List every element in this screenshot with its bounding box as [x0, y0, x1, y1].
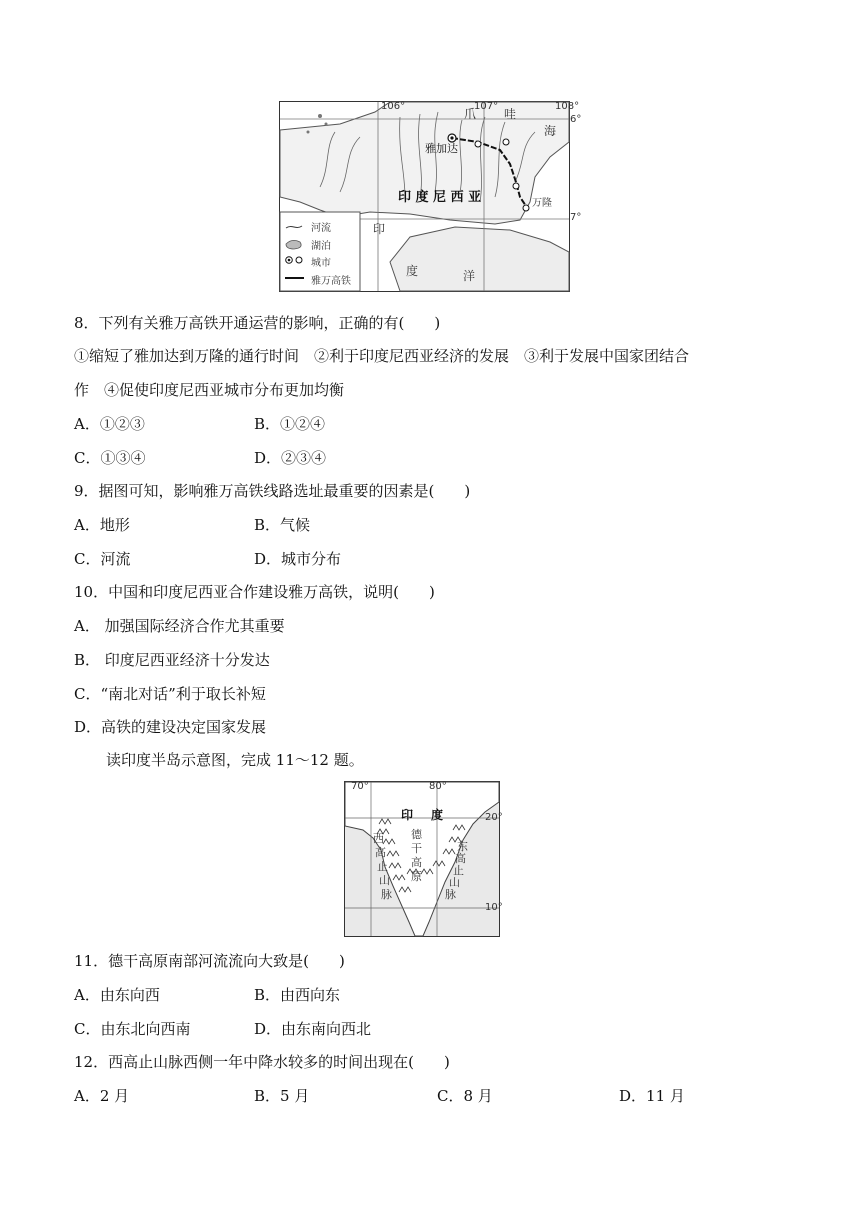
- java-railway-map: [279, 101, 582, 292]
- deccan-label: 干: [411, 842, 422, 855]
- city-icon: [513, 183, 519, 189]
- india-label: 印: [401, 808, 414, 822]
- q12-option-c[interactable]: C．8 月: [437, 1087, 493, 1105]
- western-ghats-label: 山: [379, 874, 390, 887]
- lake-icon: [286, 240, 301, 249]
- lon-label: 70°: [351, 781, 369, 792]
- q8-stem: 8．下列有关雅万高铁开通运营的影响，正确的有( ): [74, 314, 441, 332]
- deccan-label: 原: [411, 870, 422, 883]
- q12-stem: 12．西高止山脉西侧一年中降水较多的时间出现在( ): [74, 1053, 450, 1071]
- legend-label: 湖泊: [311, 241, 331, 252]
- ocean-label: 度: [406, 264, 419, 278]
- lat-label: 6°: [570, 114, 582, 125]
- western-ghats-label: 止: [377, 860, 388, 873]
- q12-option-d[interactable]: D．11 月: [619, 1087, 685, 1105]
- bandung-city-icon: [523, 205, 529, 211]
- q11-option-c[interactable]: C．由东北向西南: [74, 1020, 191, 1038]
- q8-statements: ①缩短了雅加达到万隆的通行时间 ②利于印度尼西亚经济的发展 ③利于发展中国家团结合: [74, 347, 690, 365]
- sea-label: 海: [544, 124, 557, 138]
- q8-option-a[interactable]: A．①②③: [74, 415, 145, 433]
- eastern-ghats-label: 高: [455, 852, 466, 865]
- city-icon: [475, 141, 481, 147]
- q8-option-c[interactable]: C．①③④: [74, 449, 146, 467]
- city-icon: [296, 257, 302, 263]
- q11-stem: 11．德干高原南部河流流向大致是( ): [74, 952, 345, 970]
- q8-option-b[interactable]: B．①②④: [254, 415, 326, 433]
- city-icon: [503, 139, 509, 145]
- legend-label: 城市: [311, 258, 331, 269]
- legend-label: 河流: [311, 223, 331, 234]
- western-ghats-label: 脉: [381, 888, 392, 901]
- sea-label: 爪: [464, 107, 477, 121]
- lon-label: 108°: [555, 101, 580, 112]
- india-peninsula-map: [344, 781, 503, 937]
- q11-option-a[interactable]: A．由东向西: [74, 986, 160, 1004]
- ocean-label: 印: [373, 222, 386, 236]
- q11-option-b[interactable]: B．由西向东: [254, 986, 341, 1004]
- eastern-ghats-label: 东: [457, 840, 468, 853]
- section-intro: 读印度半岛示意图，完成 11～12 题。: [106, 751, 364, 769]
- q10-option-a[interactable]: A． 加强国际经济合作尤其重要: [74, 617, 285, 635]
- q8-option-d[interactable]: D．②③④: [254, 449, 327, 467]
- lat-label: 10°: [485, 902, 503, 913]
- lon-label: 80°: [429, 781, 447, 792]
- lon-label: 107°: [474, 101, 499, 112]
- q8-statements: 作 ④促使印度尼西亚城市分布更加均衡: [74, 381, 345, 399]
- eastern-ghats-label: 脉: [445, 888, 456, 901]
- sea-label: 哇: [504, 107, 517, 121]
- q9-option-c[interactable]: C．河流: [74, 550, 131, 568]
- india-label: 度: [431, 808, 444, 822]
- q10-option-c[interactable]: C．“南北对话”利于取长补短: [74, 685, 266, 703]
- q11-option-d[interactable]: D．由东南向西北: [254, 1020, 372, 1038]
- q9-stem: 9．据图可知，影响雅万高铁线路选址最重要的因素是( ): [74, 482, 471, 500]
- q9-option-a[interactable]: A．地形: [74, 516, 130, 534]
- ocean-label: 洋: [463, 269, 476, 283]
- lon-label: 106°: [381, 101, 406, 112]
- legend-label: 雅万高铁: [311, 276, 351, 287]
- indonesia-label: 印 度 尼 西 亚: [398, 190, 482, 205]
- deccan-label: 高: [411, 856, 422, 869]
- q10-option-b[interactable]: B． 印度尼西亚经济十分发达: [74, 651, 270, 669]
- india-map-svg: [345, 782, 499, 936]
- eastern-ghats-label: 山: [449, 876, 460, 889]
- q12-option-a[interactable]: A．2 月: [74, 1087, 130, 1105]
- bandung-label: 万隆: [532, 198, 552, 209]
- western-ghats-label: 西: [373, 832, 384, 845]
- q10-stem: 10．中国和印度尼西亚合作建设雅万高铁，说明( ): [74, 583, 435, 601]
- eastern-ghats-label: 止: [453, 864, 464, 877]
- lat-label: 7°: [570, 212, 582, 223]
- jakarta-label: 雅加达: [425, 142, 458, 155]
- lat-label: 20°: [485, 812, 503, 823]
- q10-option-d[interactable]: D．高铁的建设决定国家发展: [74, 718, 267, 736]
- western-ghats-label: 高: [375, 846, 386, 859]
- south-land: [390, 227, 569, 291]
- q9-option-b[interactable]: B．气候: [254, 516, 311, 534]
- q9-option-d[interactable]: D．城市分布: [254, 550, 342, 568]
- q12-option-b[interactable]: B．5 月: [254, 1087, 310, 1105]
- deccan-label: 德: [411, 828, 422, 841]
